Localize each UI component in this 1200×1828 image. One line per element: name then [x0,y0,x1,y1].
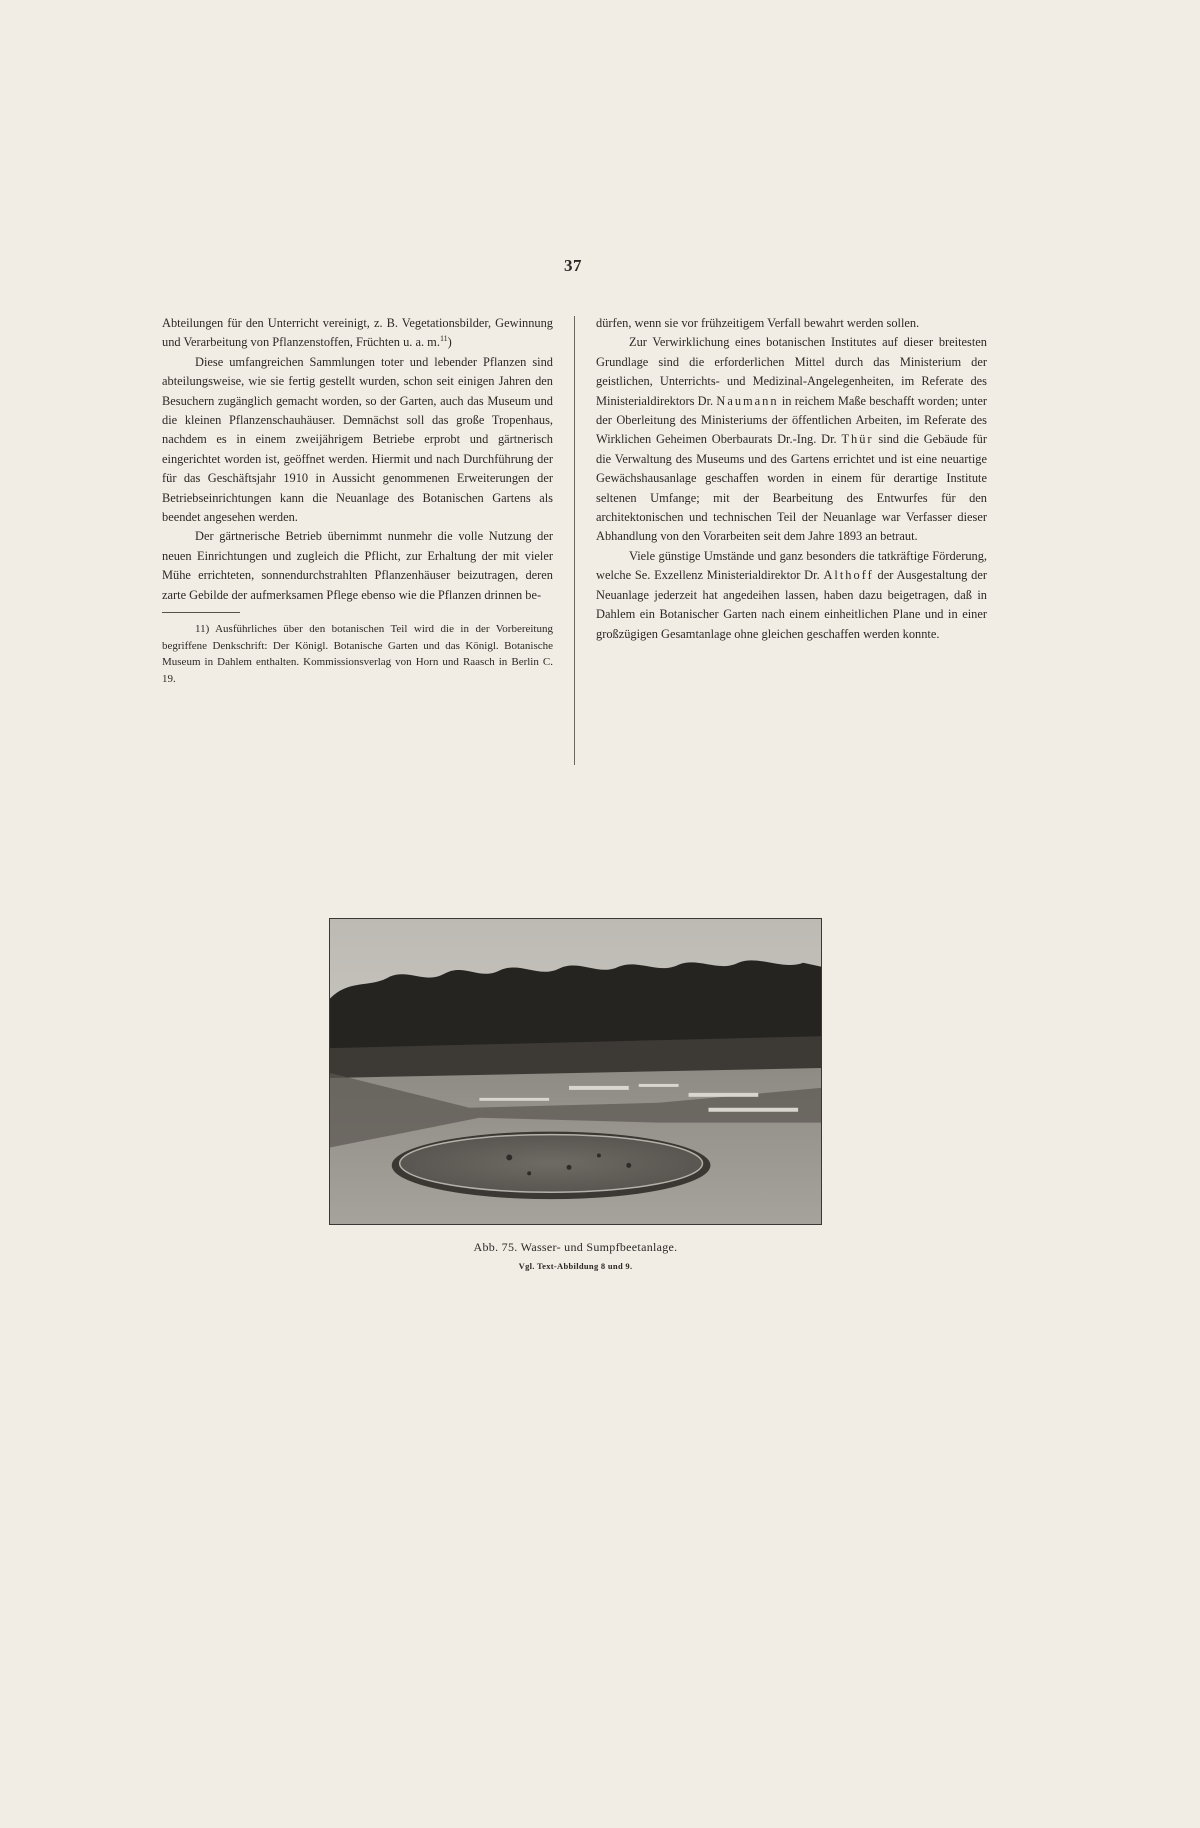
right-paragraph-2-text-b: in reichem Maße beschafft worden; unter der Oberleitung des Ministeriums der öffentlichen Arbeiten, im Referate des Wirklichen Geheimen Oberbaurats Dr.-Ing. Dr. [596,393,988,447]
right-paragraph-3 [596,547,987,644]
right-column [596,314,987,644]
right-paragraph-2-text-c: sind die Gebäude für die Verwaltung des Museums und des Gartens errichtet und ist eine neuartige Gewächshausanlage geschaffen worden in einem für derartige Institute seltenen Umfange; mit der Bearbeitung des Entwurfes für den architektonischen und technischen Teil der Neuanlage war Verfasser dieser Abhandlung von den Vorarbeiten seit dem Jahre 1893 an betraut. [596,432,988,544]
person-name-althoff: Althoff [823,568,874,583]
left-paragraph-1-text: Abteilungen für den Unterricht vereinigt, z. B. Vegetationsbilder, Gewinnung und Verarbeitung von Pflanzenstoffen, Früchten u. a. m. [162,316,553,350]
column-divider [574,316,575,765]
figure-caption: Abb. 75. Wasser- und Sumpfbeetanlage. [473,1240,678,1254]
person-name-thuer: Thür [841,432,874,447]
page-number: 37 [564,256,582,275]
left-paragraph-3: Der gärtnerische Betrieb übernimmt nunmehr die volle Nutzung der neuen Einrichtungen und zugleich die Pflicht, zur Erhaltung der mit vieler Mühe errichteten, sonnendurchstrahlten Pflanzenhäuser beizutragen, deren zarte Gebilde der aufmerksamen Pflege ebenso wie die Pflanzen drinnen be- [162,529,553,602]
person-name-naumann: Naumann [716,393,779,408]
left-paragraph-1 [162,314,553,353]
footnote [162,621,553,687]
garden-photo-illustration [330,919,821,1224]
right-paragraph-2 [596,333,987,546]
figure-subcaption: Vgl. Text-Abbildung 8 und 9. [518,1261,633,1271]
footnote-reference: 11 [439,334,448,344]
footnote-text: 11) Ausführliches über den botanischen Teil wird die in der Vorbereitung begriffene Denkschrift: Der Königl. Botanische Garten und das Königl. Botanische Museum in Dahlem enthalten. Kommissionsverlag von Horn und Raasch in Berlin C. 19. [162,623,553,685]
right-paragraph-3-text-a: Viele günstige Umstände und ganz besonders die tatkräftige Förderung, welche Se. Exzellenz Ministerialdirektor Dr. [596,548,987,583]
footnote-divider [162,612,240,613]
left-paragraph-2: Diese umfangreichen Sammlungen toter und lebender Pflanzen sind abteilungsweise, wie sie fertig gestellt wurden, schon seit einigen Jahren den Besuchern zugänglich gemacht worden, so der Garten, auch das Museum und die kleinen Pflanzenschauhäuser. Demnächst soll das große Tropenhaus, nachdem es in einem zweijährigem Betriebe erprobt und gärtnerisch eingerichtet worden ist, geöffnet werden. Hiermit und nach Durchführung der für das Geschäftsjahr 1910 in Aussicht genommenen Erweiterungen der Betriebseinrichtungen kann die Neuanlage des Botanischen Gartens als beendet angesehen werden. [162,354,553,525]
right-paragraph-3-text-b: der Ausgestaltung der Neuanlage jederzeit hat angedeihen lassen, haben dazu beigetragen, daß in Dahlem ein Botanischer Garten nach einem einheitlichen Plane und in einer großzügigen Gesamtanlage ohne gleichen geschaffen werden konnte. [596,568,987,641]
footnote-reference-close: ) [447,335,452,350]
left-column [162,314,553,687]
figure-photograph [329,918,822,1225]
right-paragraph-1: dürfen, wenn sie vor frühzeitigem Verfall bewahrt werden sollen. [596,316,920,330]
right-paragraph-2-text-a: Zur Verwirklichung eines botanischen Institutes auf dieser breitesten Grundlage sind die erforderlichen Mittel durch das Ministerium der geistlichen, Unterrichts- und Medizinal-Angelegenheiten, im Referate des Ministerialdirektors Dr. [596,335,987,408]
